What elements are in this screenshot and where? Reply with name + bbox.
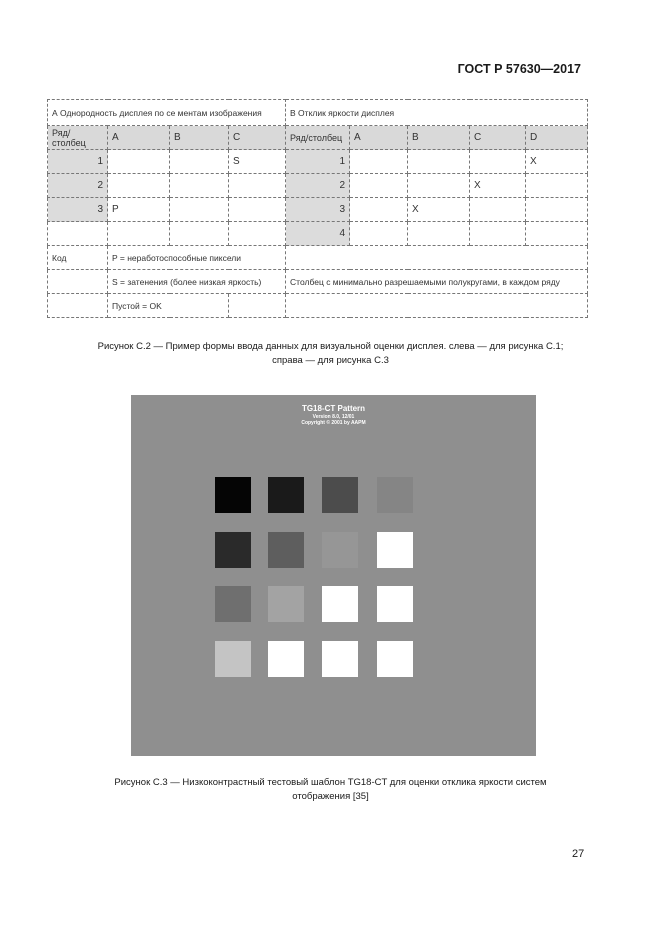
right-header-a: A <box>350 126 408 150</box>
left-header-c: C <box>229 126 286 150</box>
code-empty-description: Пустой = OK <box>108 294 229 318</box>
right-header-b: B <box>408 126 470 150</box>
table-cell <box>408 150 470 174</box>
table-cell <box>470 222 526 246</box>
right-row-number: 1 <box>286 150 350 174</box>
table-cell <box>350 198 408 222</box>
table-cell <box>170 198 229 222</box>
code-label: Код <box>48 246 108 270</box>
table-cell: X <box>526 150 588 174</box>
left-header-row-col: Ряд/столбец <box>48 126 108 150</box>
contrast-patch <box>215 641 251 677</box>
contrast-patch <box>377 586 413 622</box>
code-s-description: S = затенения (более низкая яркость) <box>108 270 286 294</box>
contrast-patch <box>268 477 304 513</box>
right-header-row-col: Ряд/столбец <box>286 126 350 150</box>
right-row-number: 4 <box>286 222 350 246</box>
code-row <box>48 246 588 270</box>
code-row <box>48 270 588 294</box>
empty-cell <box>229 294 286 318</box>
right-header-d: D <box>526 126 588 150</box>
caption-line: Рисунок С.3 — Низкоконтрастный тестовый шаблон TG18-CT для оценки отклика яркости систем <box>114 777 547 788</box>
table-cell <box>229 198 286 222</box>
left-row-number: 1 <box>48 150 108 174</box>
left-row-number: 3 <box>48 198 108 222</box>
table-cell <box>408 222 470 246</box>
table-cell <box>170 174 229 198</box>
contrast-patch <box>322 641 358 677</box>
table-cell <box>526 198 588 222</box>
contrast-patch <box>377 532 413 568</box>
empty-cell <box>48 294 108 318</box>
left-header-a: A <box>108 126 170 150</box>
table-cell <box>526 174 588 198</box>
data-entry-form-table <box>47 99 588 318</box>
table-row <box>48 222 588 246</box>
table-row <box>48 174 588 198</box>
right-section-title: В Отклик яркости дисплея <box>286 100 588 126</box>
contrast-patch <box>268 641 304 677</box>
contrast-patch <box>377 641 413 677</box>
table-cell <box>350 222 408 246</box>
caption-line: отображения [35] <box>292 791 369 802</box>
right-empty-cell <box>286 294 588 318</box>
table-cell: X <box>408 198 470 222</box>
empty-cell <box>48 270 108 294</box>
left-header-b: B <box>170 126 229 150</box>
table-cell <box>108 222 170 246</box>
contrast-patch <box>215 477 251 513</box>
table-cell: S <box>229 150 286 174</box>
right-note: Столбец с минимально разрешаемыми полукругами, в каждом ряду <box>286 270 588 294</box>
contrast-patch <box>322 532 358 568</box>
table-cell <box>108 174 170 198</box>
right-row-number: 2 <box>286 174 350 198</box>
left-row-number <box>48 222 108 246</box>
table-cell <box>408 174 470 198</box>
table-cell <box>470 150 526 174</box>
table-cell <box>470 198 526 222</box>
contrast-patch <box>215 532 251 568</box>
contrast-patch <box>377 477 413 513</box>
figure-c2-caption <box>60 340 601 368</box>
code-p-description: P = неработоспособные пиксели <box>108 246 286 270</box>
table-cell <box>350 150 408 174</box>
right-header-c: C <box>470 126 526 150</box>
contrast-patch <box>268 532 304 568</box>
tg18-ct-pattern-image <box>131 395 536 756</box>
contrast-patch <box>322 477 358 513</box>
code-row <box>48 294 588 318</box>
table-cell: X <box>470 174 526 198</box>
caption-line: справа — для рисунка С.3 <box>272 355 389 366</box>
table-cell <box>108 150 170 174</box>
table-cell <box>350 174 408 198</box>
right-empty-cell <box>286 246 588 270</box>
table-cell: P <box>108 198 170 222</box>
contrast-patch <box>215 586 251 622</box>
table-row <box>48 198 588 222</box>
table-cell <box>229 222 286 246</box>
left-section-title: А Однородность дисплея по се ментам изображения <box>48 100 286 126</box>
table-header-row <box>48 126 588 150</box>
table-cell <box>229 174 286 198</box>
left-row-number: 2 <box>48 174 108 198</box>
contrast-patch <box>322 586 358 622</box>
right-row-number: 3 <box>286 198 350 222</box>
pattern-version: Version 8.0, 12/01 <box>312 414 355 420</box>
document-code: ГОСТ Р 57630—2017 <box>457 62 581 76</box>
table-cell <box>170 222 229 246</box>
pattern-title: TG18-CT Pattern <box>301 404 366 413</box>
table-cell <box>526 222 588 246</box>
table-cell <box>170 150 229 174</box>
figure-c3-caption <box>60 776 601 804</box>
table-row <box>48 150 588 174</box>
page-number: 27 <box>572 848 585 860</box>
contrast-patch <box>268 586 304 622</box>
pattern-copyright: Copyright © 2001 by AAPM <box>301 420 366 426</box>
caption-line: Рисунок С.2 — Пример формы ввода данных для визуальной оценки дисплея. слева — для рисунка С.1; <box>97 341 564 352</box>
